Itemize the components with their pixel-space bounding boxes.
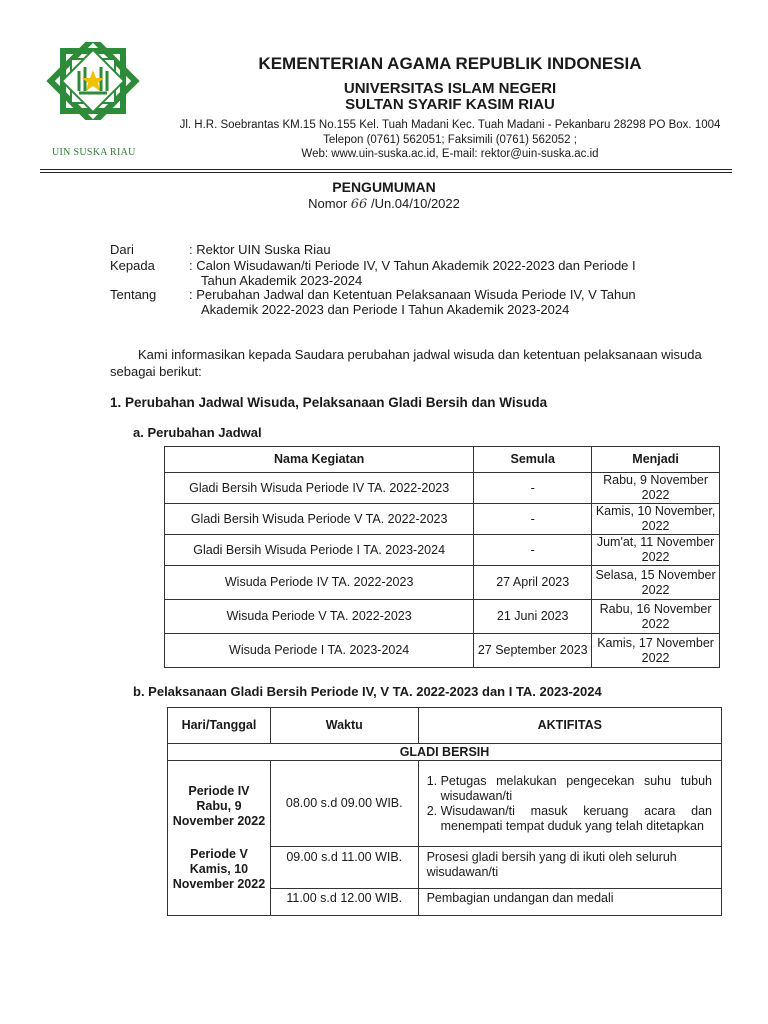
section-1-heading: 1. Perubahan Jadwal Wisuda, Pelaksanaan Gladi Bersih dan Wisuda <box>110 395 548 410</box>
col-waktu: Waktu <box>270 708 418 744</box>
address-line: Jl. H.R. Soebrantas KM.15 No.155 Kel. Tuah Madani Kec. Tuah Madani - Pekanbaru 28298 PO Box. 1004 <box>179 119 721 131</box>
col-aktifitas: AKTIFITAS <box>418 708 721 744</box>
table-row <box>165 473 720 504</box>
cell-semula: 27 September 2023 <box>474 634 592 668</box>
activity-cell <box>418 761 721 847</box>
col-menjadi: Menjadi <box>592 447 720 473</box>
kepada-label: Kepada <box>110 258 155 273</box>
cell-semula: - <box>474 473 592 504</box>
cell-menjadi: Rabu, 9 November 2022 <box>592 473 720 504</box>
dari-label: Dari <box>110 242 134 257</box>
table-header-row <box>165 447 720 473</box>
tentang-label: Tentang <box>110 287 157 302</box>
table-row <box>165 535 720 566</box>
kepada-line1: : Calon Wisudawan/ti Periode IV, V Tahun Akademik 2022-2023 dan Periode I <box>189 258 636 273</box>
section-row <box>168 744 722 761</box>
cell-semula: 21 Juni 2023 <box>474 600 592 634</box>
gladi-bersih-title: GLADI BERSIH <box>168 744 722 761</box>
ministry-name: KEMENTERIAN AGAMA REPUBLIK INDONESIA <box>258 54 642 73</box>
day-cell <box>168 761 271 916</box>
cell-kegiatan: Gladi Bersih Wisuda Periode V TA. 2022-2023 <box>165 504 474 535</box>
list-item: 1. Petugas melakukan pengecekan suhu tubuh wisudawan/ti <box>441 774 718 804</box>
col-semula: Semula <box>474 447 592 473</box>
kepada-value <box>189 258 729 288</box>
table-header-row <box>168 708 722 744</box>
subsection-a-heading: a. Perubahan Jadwal <box>133 425 262 440</box>
cell-menjadi: Jum'at, 11 November 2022 <box>592 535 720 566</box>
table-row <box>168 761 722 847</box>
web-email-line: Web: www.uin-suska.ac.id, E-mail: rektor@uin-suska.ac.id <box>301 148 599 160</box>
schedule-change-table <box>164 446 720 668</box>
logo-caption: UIN SUSKA RIAU <box>52 147 136 158</box>
day2-text: Periode V Kamis, 10 November 2022 <box>172 847 266 891</box>
cell-menjadi: Rabu, 16 November 2022 <box>592 600 720 634</box>
intro-paragraph: Kami informasikan kepada Saudara perubahan jadwal wisuda dan ketentuan pelaksanaan wisuda sebagai berikut: <box>110 347 702 379</box>
cell-kegiatan: Wisuda Periode V TA. 2022-2023 <box>165 600 474 634</box>
document-number <box>0 196 768 212</box>
cell-semula: 27 April 2023 <box>474 566 592 600</box>
dari-value: : Rektor UIN Suska Riau <box>189 242 331 257</box>
tentang-line1: : Perubahan Jadwal dan Ketentuan Pelaksanaan Wisuda Periode IV, V Tahun <box>189 287 636 302</box>
table-row <box>165 634 720 668</box>
activity-cell: Prosesi gladi bersih yang di ikuti oleh seluruh wisudawan/ti <box>418 847 721 889</box>
university-logo <box>38 42 148 120</box>
university-name-line1: UNIVERSITAS ISLAM NEGERI <box>343 80 557 97</box>
document-title: PENGUMUMAN <box>332 179 436 195</box>
time-cell: 09.00 s.d 11.00 WIB. <box>270 847 418 889</box>
cell-kegiatan: Gladi Bersih Wisuda Periode IV TA. 2022-2023 <box>165 473 474 504</box>
cell-semula: - <box>474 504 592 535</box>
cell-menjadi: Kamis, 10 November, 2022 <box>592 504 720 535</box>
cell-kegiatan: Wisuda Periode I TA. 2023-2024 <box>165 634 474 668</box>
table-row <box>165 566 720 600</box>
activity-cell: Pembagian undangan dan medali <box>418 889 721 916</box>
activity-list <box>419 774 718 834</box>
header-divider <box>40 169 732 170</box>
cell-kegiatan: Wisuda Periode IV TA. 2022-2023 <box>165 566 474 600</box>
header-divider-thin <box>40 172 732 173</box>
day1-text: Periode IV Rabu, 9 November 2022 <box>172 784 266 828</box>
cell-menjadi: Kamis, 17 November 2022 <box>592 634 720 668</box>
rehearsal-schedule-table <box>167 707 722 916</box>
tentang-line2: Akademik 2022-2023 dan Periode I Tahun Akademik 2023-2024 <box>201 302 570 317</box>
cell-semula: - <box>474 535 592 566</box>
list-item: 2. Wisudawan/ti masuk keruang acara dan menempati tempat duduk yang telah ditetapkan <box>441 804 718 834</box>
cell-menjadi: Selasa, 15 November 2022 <box>592 566 720 600</box>
col-nama-kegiatan: Nama Kegiatan <box>165 447 474 473</box>
time-cell: 11.00 s.d 12.00 WIB. <box>270 889 418 916</box>
handwritten-number: 66 <box>350 197 368 212</box>
time-cell: 08.00 s.d 09.00 WIB. <box>270 761 418 847</box>
subsection-b-heading: b. Pelaksanaan Gladi Bersih Periode IV, V TA. 2022-2023 dan I TA. 2023-2024 <box>133 684 602 699</box>
tentang-value <box>189 287 729 317</box>
col-hari-tanggal: Hari/Tanggal <box>168 708 271 744</box>
table-row <box>165 504 720 535</box>
university-name-line2: SULTAN SYARIF KASIM RIAU <box>345 96 555 113</box>
table-row <box>165 600 720 634</box>
nomor-suffix: /Un.04/10/2022 <box>370 196 460 211</box>
kepada-line2: Tahun Akademik 2023-2024 <box>201 273 363 288</box>
nomor-label: Nomor <box>308 196 348 211</box>
cell-kegiatan: Gladi Bersih Wisuda Periode I TA. 2023-2024 <box>165 535 474 566</box>
phone-fax-line: Telepon (0761) 562051; Faksimili (0761) 562052 ; <box>323 134 577 146</box>
